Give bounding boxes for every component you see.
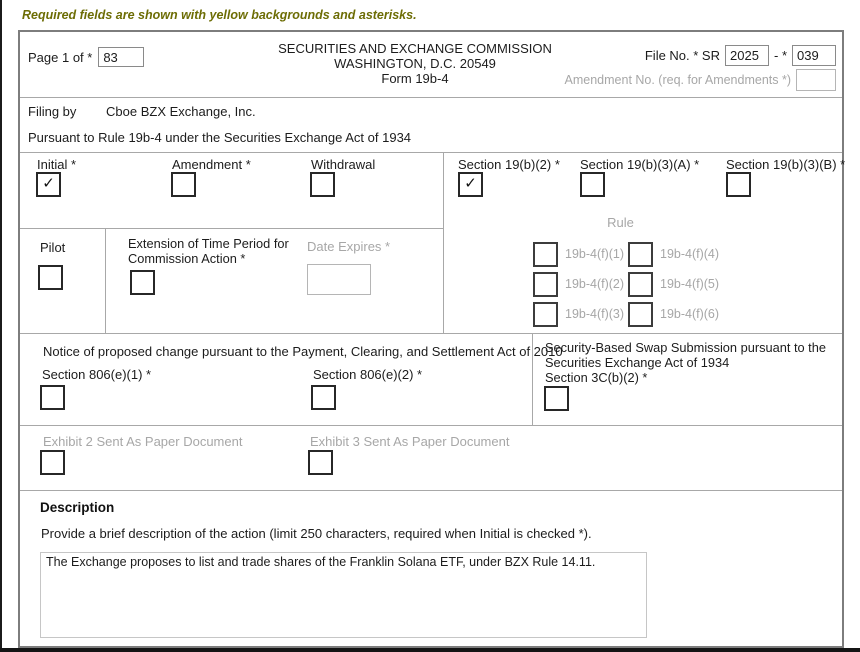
rule-19b4f2-label: 19b-4(f)(2) [565,277,625,291]
divider [20,152,842,153]
withdrawal-checkbox[interactable] [310,172,335,197]
swap-submission-line2: Securities Exchange Act of 1934 [545,355,730,370]
form-title-line2: WASHINGTON, D.C. 20549 [334,56,496,71]
notice-text: Notice of proposed change pursuant to the Payment, Clearing, and Settlement Act of 2010 [43,344,563,359]
window-edge-left [0,0,2,652]
divider [20,425,842,426]
extension-label-line2: Commission Action * [128,251,246,266]
rule-19b4f6-checkbox[interactable] [628,302,653,327]
exhibit2-label: Exhibit 2 Sent As Paper Document [43,434,243,449]
amendment-label: Amendment * [172,157,251,172]
form-title-line3: Form 19b-4 [381,71,449,86]
section-806e2-label: Section 806(e)(2) * [313,367,423,382]
extension-label [128,236,289,266]
exhibit2-checkbox[interactable] [40,450,65,475]
description-textarea[interactable]: The Exchange proposes to list and trade shares of the Franklin Solana ETF, under BZX Rule 14.11. [40,552,647,638]
rule-19b4f3-label: 19b-4(f)(3) [565,307,625,321]
pilot-label: Pilot [40,240,66,255]
section-806e1-label: Section 806(e)(1) * [42,367,152,382]
rule-19b4f1-checkbox[interactable] [533,242,558,267]
section-3cb2-checkbox[interactable] [544,386,569,411]
extension-label-line1: Extension of Time Period for [128,236,289,251]
divider [105,228,106,333]
divider [20,490,842,491]
file-no-label: File No. * SR [644,48,720,63]
extension-checkbox[interactable] [130,270,155,295]
rule-19b4f6-label: 19b-4(f)(6) [660,307,720,321]
divider [20,97,842,98]
description-heading: Description [40,500,115,515]
form-title-line1: SECURITIES AND EXCHANGE COMMISSION [278,41,552,56]
rule-19b4f2-checkbox[interactable] [533,272,558,297]
swap-submission-line1: Security-Based Swap Submission pursuant to the [545,340,826,355]
filing-by-label: Filing by [28,104,77,119]
amendment-no-label: Amendment No. (req. for Amendments *) [564,73,791,87]
section-806e2-checkbox[interactable] [311,385,336,410]
date-expires-label: Date Expires * [307,239,391,254]
rule-19b4f3-checkbox[interactable] [533,302,558,327]
file-no-year-input[interactable] [725,45,769,66]
rule-19b4f5-checkbox[interactable] [628,272,653,297]
divider [20,228,443,229]
withdrawal-label: Withdrawal [311,157,376,172]
file-no-number-input[interactable] [792,45,836,66]
initial-label: Initial * [37,157,77,172]
date-expires-input[interactable] [307,264,371,295]
rule-19b4f1-label: 19b-4(f)(1) [565,247,625,261]
filing-by-value: Cboe BZX Exchange, Inc. [106,104,256,119]
required-fields-note: Required fields are shown with yellow backgrounds and asterisks. [22,8,417,22]
section-3cb2-label: Section 3C(b)(2) * [545,370,648,385]
swap-submission-label [545,340,826,385]
divider [20,333,842,334]
pursuant-text: Pursuant to Rule 19b-4 under the Securities Exchange Act of 1934 [28,130,412,145]
rule-19b4f5-label: 19b-4(f)(5) [660,277,720,291]
section-19b3a-checkbox[interactable] [580,172,605,197]
window-edge-bottom [0,648,860,652]
exhibit3-checkbox[interactable] [308,450,333,475]
rule-19b4f4-label: 19b-4(f)(4) [660,247,720,261]
section-19b2-checkbox[interactable]: ✓ [458,172,483,197]
description-instructions: Provide a brief description of the action (limit 250 characters, required when Initial is checked *). [41,526,592,541]
page-count-label: Page 1 of * [28,49,93,65]
amendment-no-input[interactable] [796,69,836,91]
section-19b3b-label: Section 19(b)(3)(B) * [726,157,846,172]
file-no-separator: - * [774,48,787,63]
rule-19b4f4-checkbox[interactable] [628,242,653,267]
section-19b3b-checkbox[interactable] [726,172,751,197]
filing-by-row [28,104,256,119]
initial-checkbox[interactable]: ✓ [36,172,61,197]
rule-group-label: Rule [607,215,634,230]
section-19b3a-label: Section 19(b)(3)(A) * [580,157,700,172]
section-806e1-checkbox[interactable] [40,385,65,410]
exhibit3-label: Exhibit 3 Sent As Paper Document [310,434,510,449]
divider [443,152,444,333]
form-19b4-container [18,30,844,648]
pilot-checkbox[interactable] [38,265,63,290]
section-19b2-label: Section 19(b)(2) * [458,157,560,172]
amendment-checkbox[interactable] [171,172,196,197]
page-count-input[interactable] [98,47,144,67]
